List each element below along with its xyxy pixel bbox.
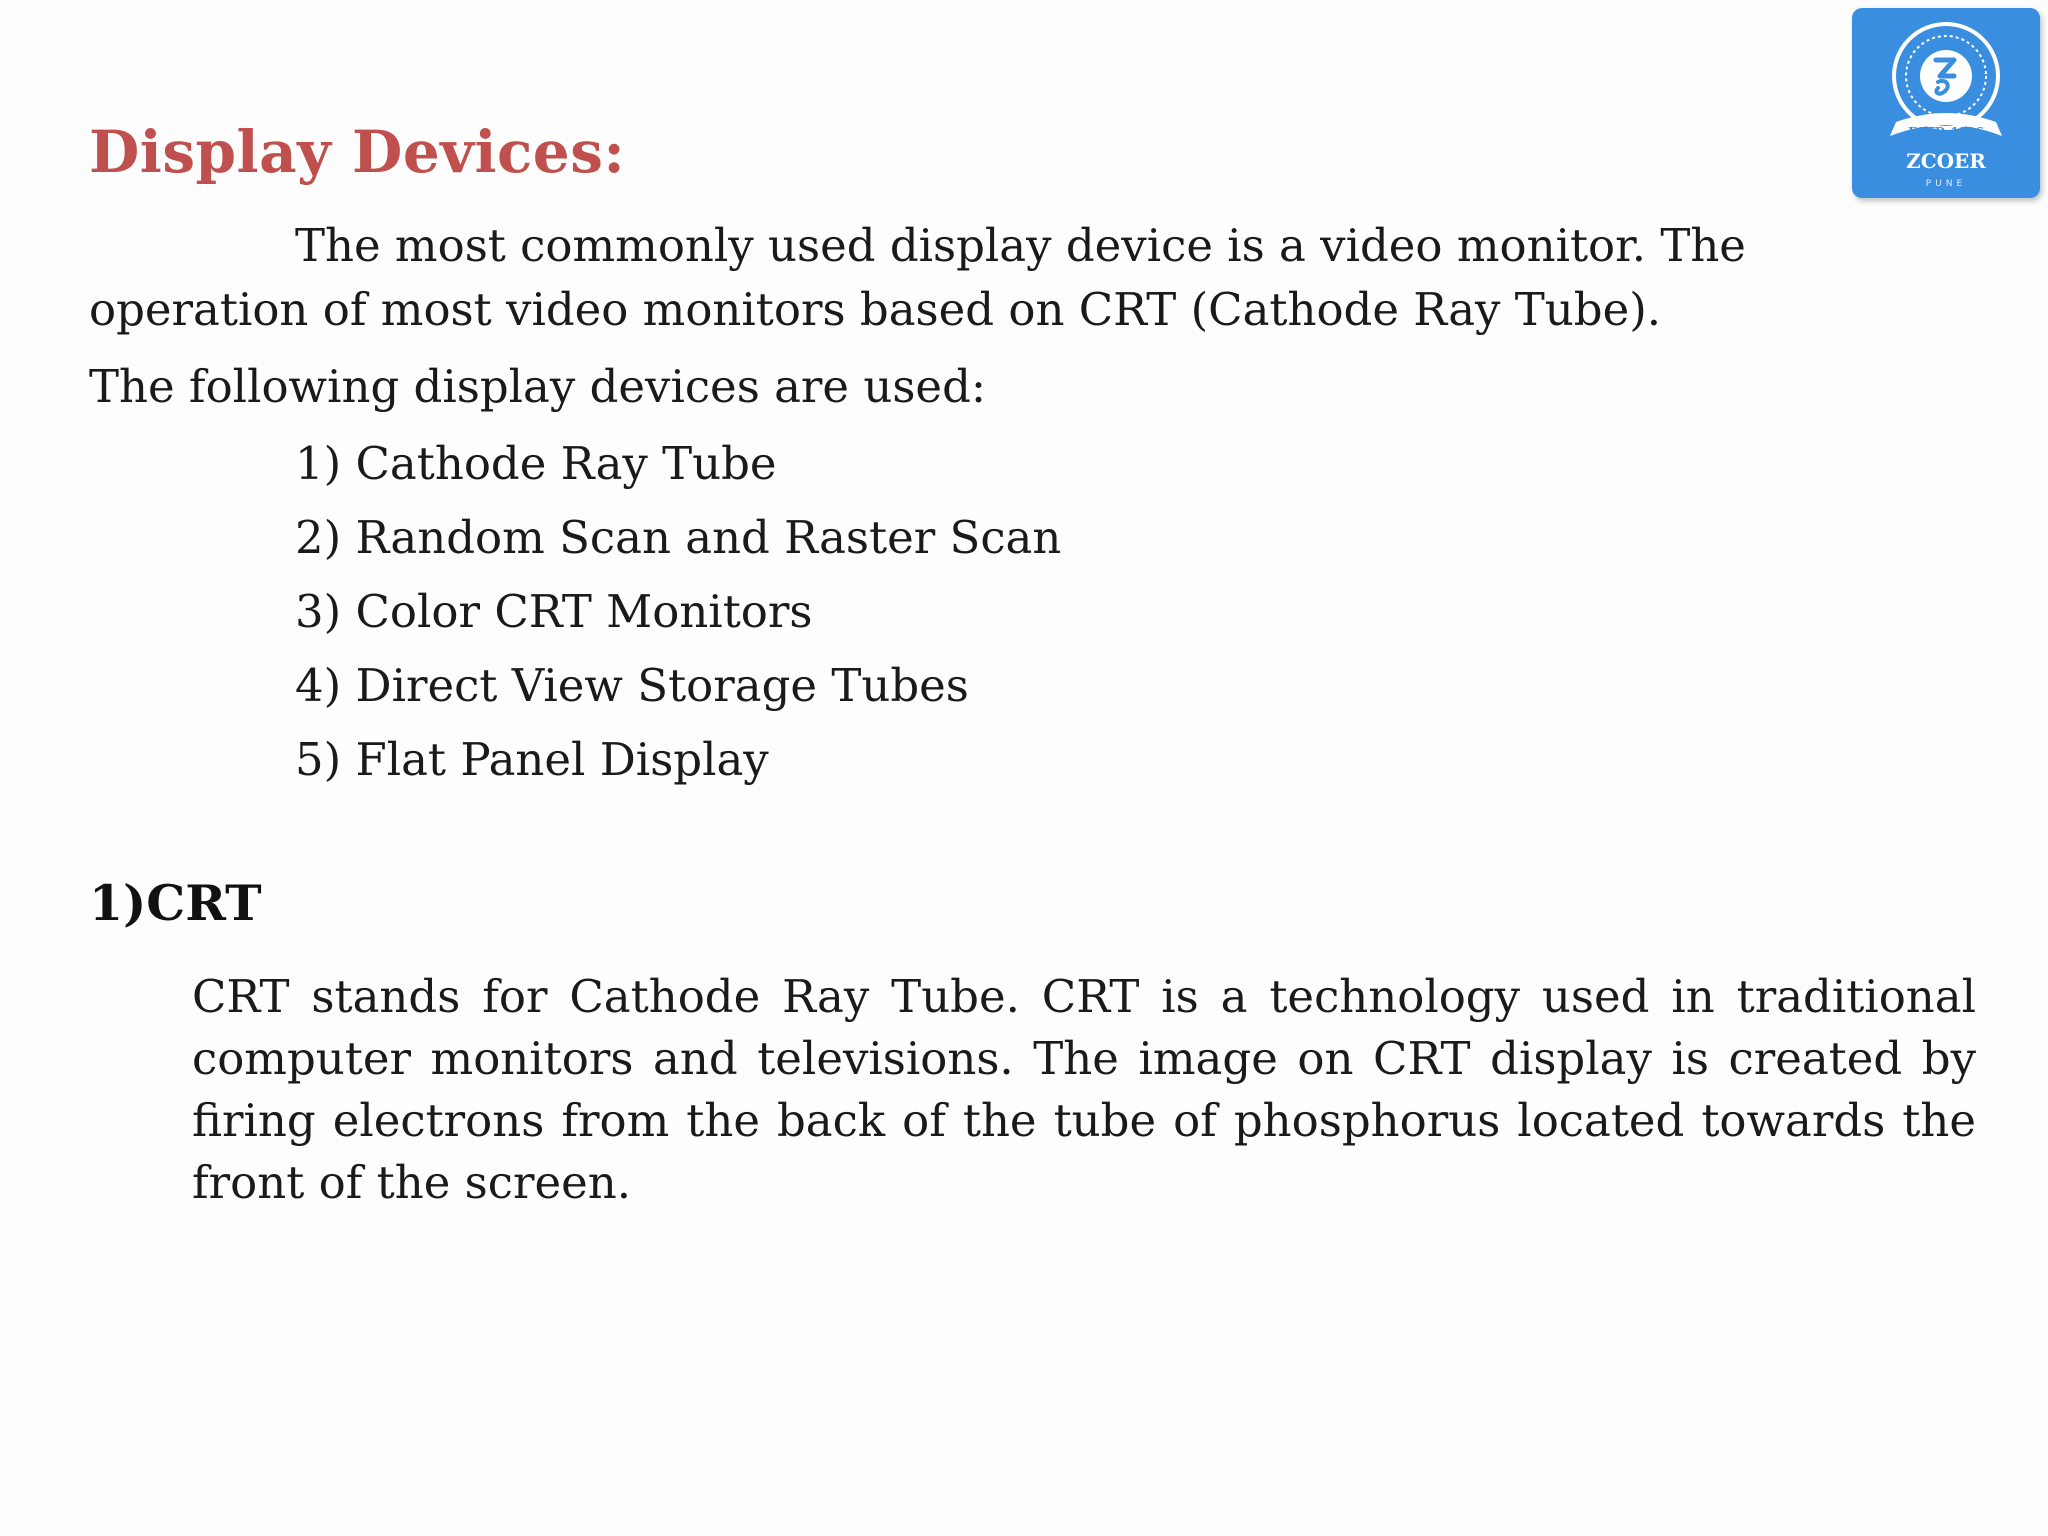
slide-title: Display Devices:	[89, 118, 626, 186]
list-lead-text: The following display devices are used:	[89, 360, 987, 413]
intro-paragraph: The most commonly used display device is a video monitor. The operation of most video monitors based on CRT (Cathode Ray Tube).	[89, 219, 1746, 336]
list-item: 1) Cathode Ray Tube	[295, 437, 777, 490]
college-seal-icon	[1852, 8, 2040, 198]
college-logo-icon	[1852, 8, 2040, 198]
section-title-crt: 1)CRT	[89, 874, 262, 932]
display-devices-list	[295, 427, 1061, 797]
list-item: 4) Direct View Storage Tubes	[295, 659, 969, 712]
logo-name-text: ZCOER	[1906, 149, 1986, 173]
logo-banner-text: ESTD-1996	[1908, 125, 1984, 139]
crt-description: CRT stands for Cathode Ray Tube. CRT is a technology used in traditional computer monitors and televisions. The image on CRT display is created by firing electrons from the back of the tube of phosphorus located towards the front of the screen.	[192, 970, 1976, 1209]
list-item: 2) Random Scan and Raster Scan	[295, 511, 1062, 564]
list-item: 3) Color CRT Monitors	[295, 585, 813, 638]
logo-sub-text: PUNE	[1925, 179, 1967, 189]
list-item: 5) Flat Panel Display	[295, 733, 769, 786]
